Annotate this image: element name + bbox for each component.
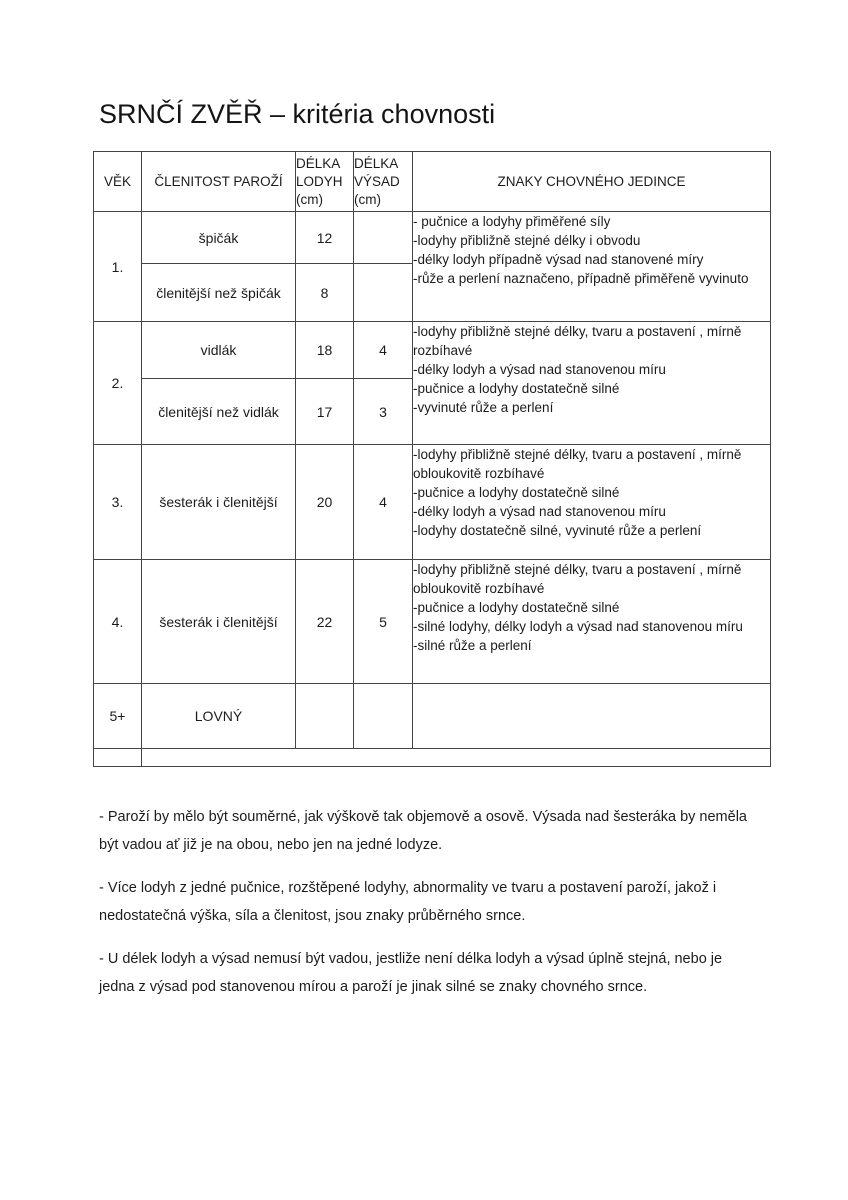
- cell-clenitost: špičák: [142, 212, 296, 264]
- cell-delka-lodyh: 22: [296, 560, 354, 684]
- footnote-paragraph: - U délek lodyh a výsad nemusí být vadou, jestliže není délka lodyh a výsad úplně stejná, nebo je jedna z výsad pod stanovenou mírou a paroží je jinak silné se znaky chovného srnce.: [99, 951, 723, 995]
- footnote-paragraph: - Více lodyh z jedné pučnice, rozštěpené lodyhy, abnormality ve tvaru a postavení paroží, jakož i nedostatečná výška, síla a členitost, jsou znaky průběrného srnce.: [99, 880, 717, 924]
- table-row: [94, 560, 771, 684]
- cell-vek-4: 4.: [94, 560, 142, 684]
- znaky-bullet: -růže a perlení naznačeno, případně přiměřeně vyvinuto: [413, 271, 749, 286]
- znaky-bullet: -silné lodyhy, délky lodyh a výsad nad stanovenou míru: [413, 619, 743, 634]
- col-header-clenitost: ČLENITOST PAROŽÍ: [142, 152, 296, 212]
- cell-delka-vysad: [354, 212, 413, 264]
- cell-znaky-3: [413, 445, 771, 560]
- col-header-vek: VĚK: [94, 152, 142, 212]
- cell-znaky-5: [413, 684, 771, 749]
- cell-delka-lodyh: 17: [296, 379, 354, 445]
- cell-vek-1: 1.: [94, 212, 142, 322]
- cell-znaky-4: [413, 560, 771, 684]
- cell-delka-vysad: [354, 684, 413, 749]
- cell-delka-lodyh: [296, 684, 354, 749]
- znaky-bullet: -pučnice a lodyhy dostatečně silné: [413, 600, 620, 615]
- document-content: [93, 0, 771, 1016]
- cell-vek-2: 2.: [94, 322, 142, 445]
- cell-clenitost: LOVNÝ: [142, 684, 296, 749]
- cell-clenitost: členitější než vidlák: [142, 379, 296, 445]
- col-header-delka-vysad: DÉLKA VÝSAD (cm): [354, 152, 413, 212]
- cell-delka-lodyh: 8: [296, 264, 354, 322]
- cell-delka-vysad: 5: [354, 560, 413, 684]
- znaky-bullet: -lodyhy přibližně stejné délky, tvaru a postavení , mírně obloukovitě rozbíhavé: [413, 562, 742, 596]
- cell-delka-lodyh: 20: [296, 445, 354, 560]
- empty-cell-merged: [142, 749, 771, 767]
- znaky-bullet: -délky lodyh a výsad nad stanovenou míru: [413, 504, 666, 519]
- col-header-delka-lodyh: DÉLKA LODYH (cm): [296, 152, 354, 212]
- cell-clenitost: vidlák: [142, 322, 296, 379]
- cell-delka-vysad: 4: [354, 445, 413, 560]
- empty-cell: [94, 749, 142, 767]
- znaky-bullet: -délky lodyh případně výsad nad stanovené míry: [413, 252, 704, 267]
- znaky-bullet: -lodyhy přibližně stejné délky, tvaru a postavení , mírně rozbíhavé: [413, 324, 742, 358]
- znaky-bullet: -vyvinuté růže a perlení: [413, 400, 554, 415]
- znaky-bullet: - pučnice a lodyhy přiměřené síly: [413, 214, 611, 229]
- table-header-row: [94, 152, 771, 212]
- znaky-bullet: -pučnice a lodyhy dostatečně silné: [413, 381, 620, 396]
- cell-znaky-1: [413, 212, 771, 322]
- cell-znaky-2: [413, 322, 771, 445]
- table-row: [94, 212, 771, 264]
- cell-vek-3: 3.: [94, 445, 142, 560]
- cell-delka-vysad: 4: [354, 322, 413, 379]
- cell-clenitost: členitější než špičák: [142, 264, 296, 322]
- footnote-paragraph: - Paroží by mělo být souměrné, jak výškově tak objemově a osově. Výsada nad šesteráka by neměla být vadou ať již je na obou, nebo jen na jedné lodyze.: [99, 809, 747, 853]
- znaky-bullet: -lodyhy dostatečně silné, vyvinuté růže a perlení: [413, 523, 702, 538]
- cell-vek-5: 5+: [94, 684, 142, 749]
- cell-delka-vysad: 3: [354, 379, 413, 445]
- znaky-bullet: -lodyhy přibližně stejné délky, tvaru a postavení , mírně obloukovitě rozbíhavé: [413, 447, 742, 481]
- table-row: [94, 445, 771, 560]
- znaky-bullet: -pučnice a lodyhy dostatečně silné: [413, 485, 620, 500]
- znaky-bullet: -lodyhy přibližně stejné délky i obvodu: [413, 233, 641, 248]
- page-title: SRNČÍ ZVĚŘ – kritéria chovnosti: [99, 99, 496, 129]
- cell-delka-lodyh: 12: [296, 212, 354, 264]
- col-header-znaky: ZNAKY CHOVNÉHO JEDINCE: [413, 152, 771, 212]
- znaky-bullet: -délky lodyh a výsad nad stanovenou míru: [413, 362, 666, 377]
- table-row: [94, 684, 771, 749]
- table-row: [94, 322, 771, 379]
- cell-clenitost: šesterák i členitější: [142, 560, 296, 684]
- znaky-bullet: -silné růže a perlení: [413, 638, 532, 653]
- cell-delka-lodyh: 18: [296, 322, 354, 379]
- table-row-empty: [94, 749, 771, 767]
- cell-delka-vysad: [354, 264, 413, 322]
- cell-clenitost: šesterák i členitější: [142, 445, 296, 560]
- criteria-table: [93, 151, 771, 767]
- footnotes: [99, 803, 754, 1001]
